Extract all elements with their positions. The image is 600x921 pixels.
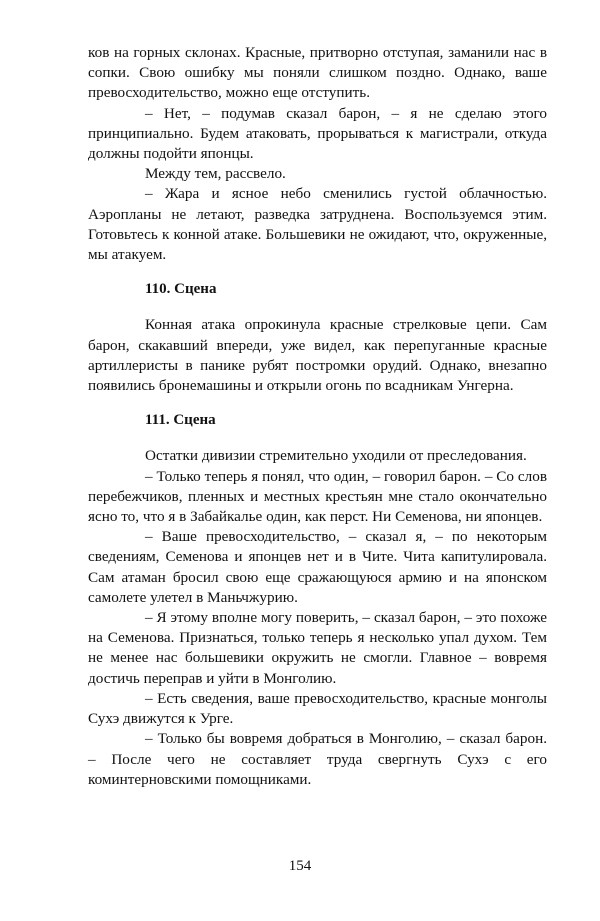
scene-110-heading: 110. Сцена: [145, 281, 217, 298]
paragraph-to-mongolia: – Только бы вовремя добраться в Монголию, – сказал барон. – После чего не составляет труда свергнуть Сухэ с его коминтерновскими помощниками.: [88, 730, 547, 788]
paragraph-baron-alone: – Только теперь я понял, что один, – говорил барон. – Со слов перебежчиков, пленных и местных крестьян мне стало окончательно ясно то, что я в Забайкалье один, как перст. Ни Семенова, ни японцев.: [88, 467, 547, 526]
paragraph-continuation: ков на горных склонах. Красные, притворно отступая, заманили нас в сопки. Свою ошибку мы поняли слишком поздно. Однако, ваше превосходительство, можно еще отступить.: [88, 44, 547, 102]
paragraph-cavalry-attack: Конная атака опрокинула красные стрелковые цепи. Сам барон, скакавший впереди, уже видел, как перепуганные красные артиллеристы в панике рубят постромки орудий. Однако, внезапно появились бронемашины и открыли огонь по всадникам Унгерна.: [88, 316, 547, 395]
page-number: 154: [288, 858, 312, 874]
paragraph-dialogue-baron-refuses: – Нет, – подумав сказал барон, – я не сделаю этого принципиально. Будем атаковать, прорываться к магистрали, откуда должны подойти японцы.: [88, 104, 547, 163]
paragraph-chita-capitulated: – Ваше превосходительство, – сказал я, – по некоторым сведениям, Семенова и японцев нет и в Чите. Чита капитулировала. Сам атаман бросил свою еще сражающуюся армию и на японском самолете улетел в Маньчжурию.: [88, 528, 547, 606]
paragraph-sukhe-urga: – Есть сведения, ваше превосходительство, красные монголы Сухэ движутся к Урге.: [88, 689, 547, 728]
scene-111-heading: 111. Сцена: [145, 412, 216, 429]
paragraph-semenov: – Я этому вполне могу поверить, – сказал барон, – это похоже на Семенова. Признаться, только теперь я несколько упал духом. Тем не менее нас большевики окружить не смогли. Главное – вовремя достичь переправ и уйти в Монголию.: [88, 609, 547, 687]
paragraph-weather-attack: – Жара и ясное небо сменились густой облачностью. Аэропланы не летают, разведка затруднена. Воспользуемся этим. Готовьтесь к конной атаке. Большевики не ожидают, что, окруженные, мы атакуем.: [88, 185, 547, 264]
paragraph-retreat: Остатки дивизии стремительно уходили от преследования.: [145, 447, 527, 465]
page-text: [88, 43, 547, 790]
paragraph-dawn: Между тем, рассвело.: [145, 165, 286, 183]
